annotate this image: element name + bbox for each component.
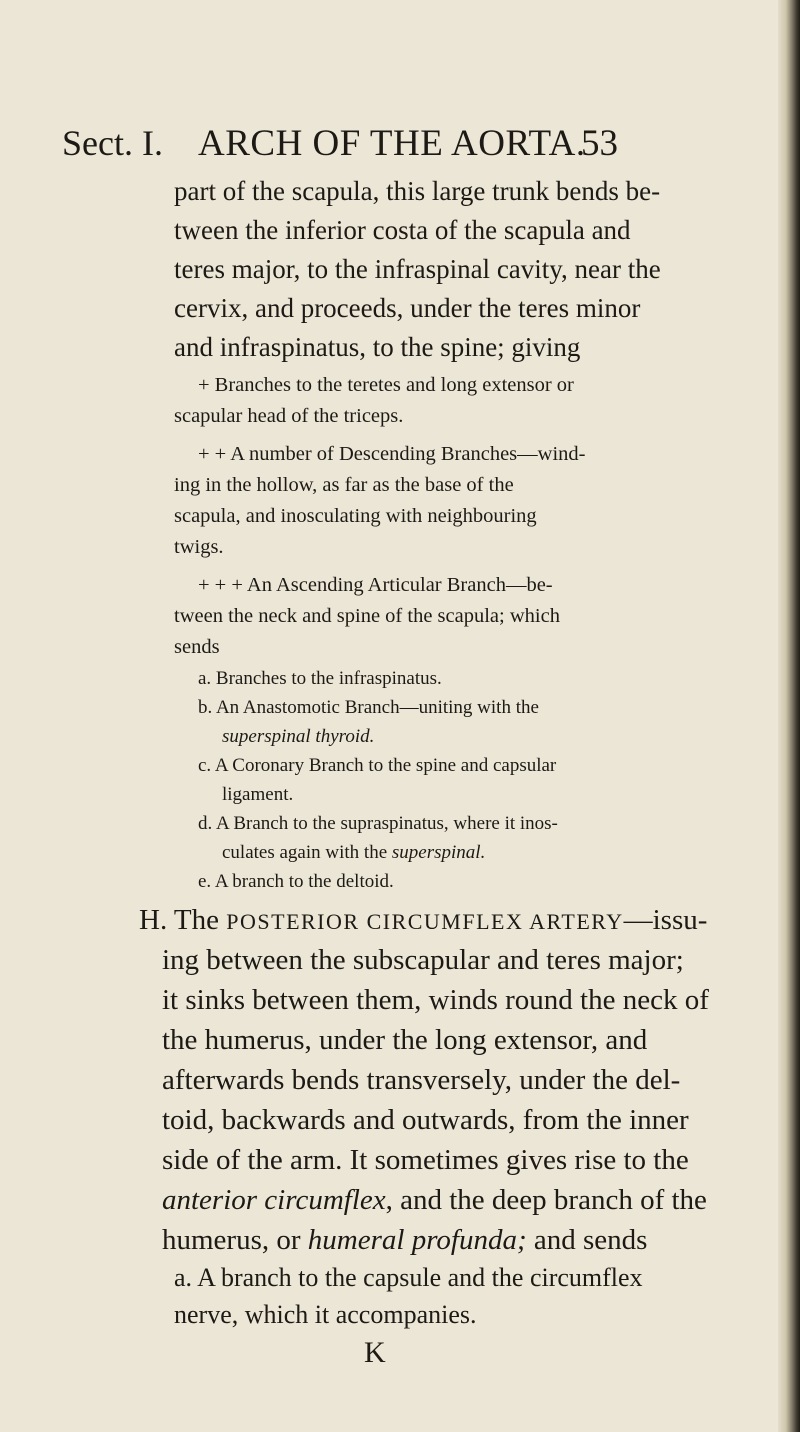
text-line: tween the inferior costa of the scapula and bbox=[174, 215, 631, 245]
branch-entry: twigs. bbox=[174, 536, 224, 558]
text-line: ing between the subscapular and teres major; bbox=[162, 944, 684, 976]
text-line: part of the scapula, this large trunk bends be- bbox=[174, 176, 661, 206]
running-header bbox=[0, 122, 780, 170]
sub-item: a. Branches to the infraspinatus. bbox=[198, 668, 442, 689]
text-line: nerve, which it accompanies. bbox=[174, 1300, 477, 1329]
section-label: Sect. I. bbox=[62, 123, 163, 163]
sub-item: d. A Branch to the supraspinatus, where it inos- bbox=[198, 813, 558, 834]
page-edge-shadow bbox=[778, 0, 800, 1432]
branch-entry: scapula, and inosculating with neighbouring bbox=[174, 505, 537, 527]
text-line bbox=[162, 1184, 707, 1217]
sub-item: ligament. bbox=[222, 784, 294, 805]
text-line: teres major, to the infraspinal cavity, near the bbox=[174, 254, 661, 284]
branch-entry: + + + An Ascending Articular Branch—be- bbox=[198, 574, 553, 596]
text-line: cervix, and proceeds, under the teres minor bbox=[174, 293, 641, 323]
sub-item: c. A Coronary Branch to the spine and capsular bbox=[198, 755, 557, 776]
sub-item: e. A branch to the deltoid. bbox=[198, 871, 394, 892]
text-line bbox=[162, 1224, 647, 1257]
heading-prefix: H. The bbox=[139, 904, 227, 936]
text-line: side of the arm. It sometimes gives rise to the bbox=[162, 1144, 689, 1176]
artery-name: POSTERIOR CIRCUMFLEX ARTERY bbox=[226, 909, 624, 934]
branch-entry: + Branches to the teretes and long extensor or bbox=[198, 374, 574, 396]
running-title: ARCH OF THE AORTA. bbox=[198, 123, 586, 164]
branch-entry: + + A number of Descending Branches—wind- bbox=[198, 443, 586, 465]
text-span: , and the deep branch of the bbox=[385, 1184, 707, 1216]
italic-term: humeral profunda; bbox=[307, 1224, 527, 1256]
heading-suffix: —issu- bbox=[623, 904, 708, 936]
sub-item bbox=[222, 842, 485, 864]
branch-entry: tween the neck and spine of the scapula; which bbox=[174, 605, 560, 627]
signature-mark: K bbox=[364, 1336, 386, 1369]
branch-entry: scapular head of the triceps. bbox=[174, 405, 404, 427]
page-number: 53 bbox=[581, 123, 618, 164]
italic-term: anterior circumflex bbox=[162, 1184, 386, 1216]
text-line: afterwards bends transversely, under the del- bbox=[162, 1064, 681, 1096]
section-h-heading bbox=[139, 904, 707, 937]
sub-item: b. An Anastomotic Branch—uniting with the bbox=[198, 697, 539, 718]
branch-entry: ing in the hollow, as far as the base of the bbox=[174, 474, 514, 496]
text-line: and infraspinatus, to the spine; giving bbox=[174, 332, 581, 362]
sub-item: superspinal thyroid. bbox=[222, 726, 375, 747]
text-line: it sinks between them, winds round the neck of bbox=[162, 984, 709, 1016]
text-line: the humerus, under the long extensor, and bbox=[162, 1024, 648, 1056]
text-span: and sends bbox=[526, 1224, 648, 1256]
text-line: toid, backwards and outwards, from the inner bbox=[162, 1104, 689, 1136]
sub-item-text: culates again with the bbox=[222, 842, 392, 863]
text-span: humerus, or bbox=[162, 1224, 308, 1256]
branch-entry: sends bbox=[174, 636, 220, 658]
sub-item-italic: superspinal. bbox=[391, 842, 486, 863]
text-line: a. A branch to the capsule and the circumflex bbox=[174, 1263, 643, 1292]
